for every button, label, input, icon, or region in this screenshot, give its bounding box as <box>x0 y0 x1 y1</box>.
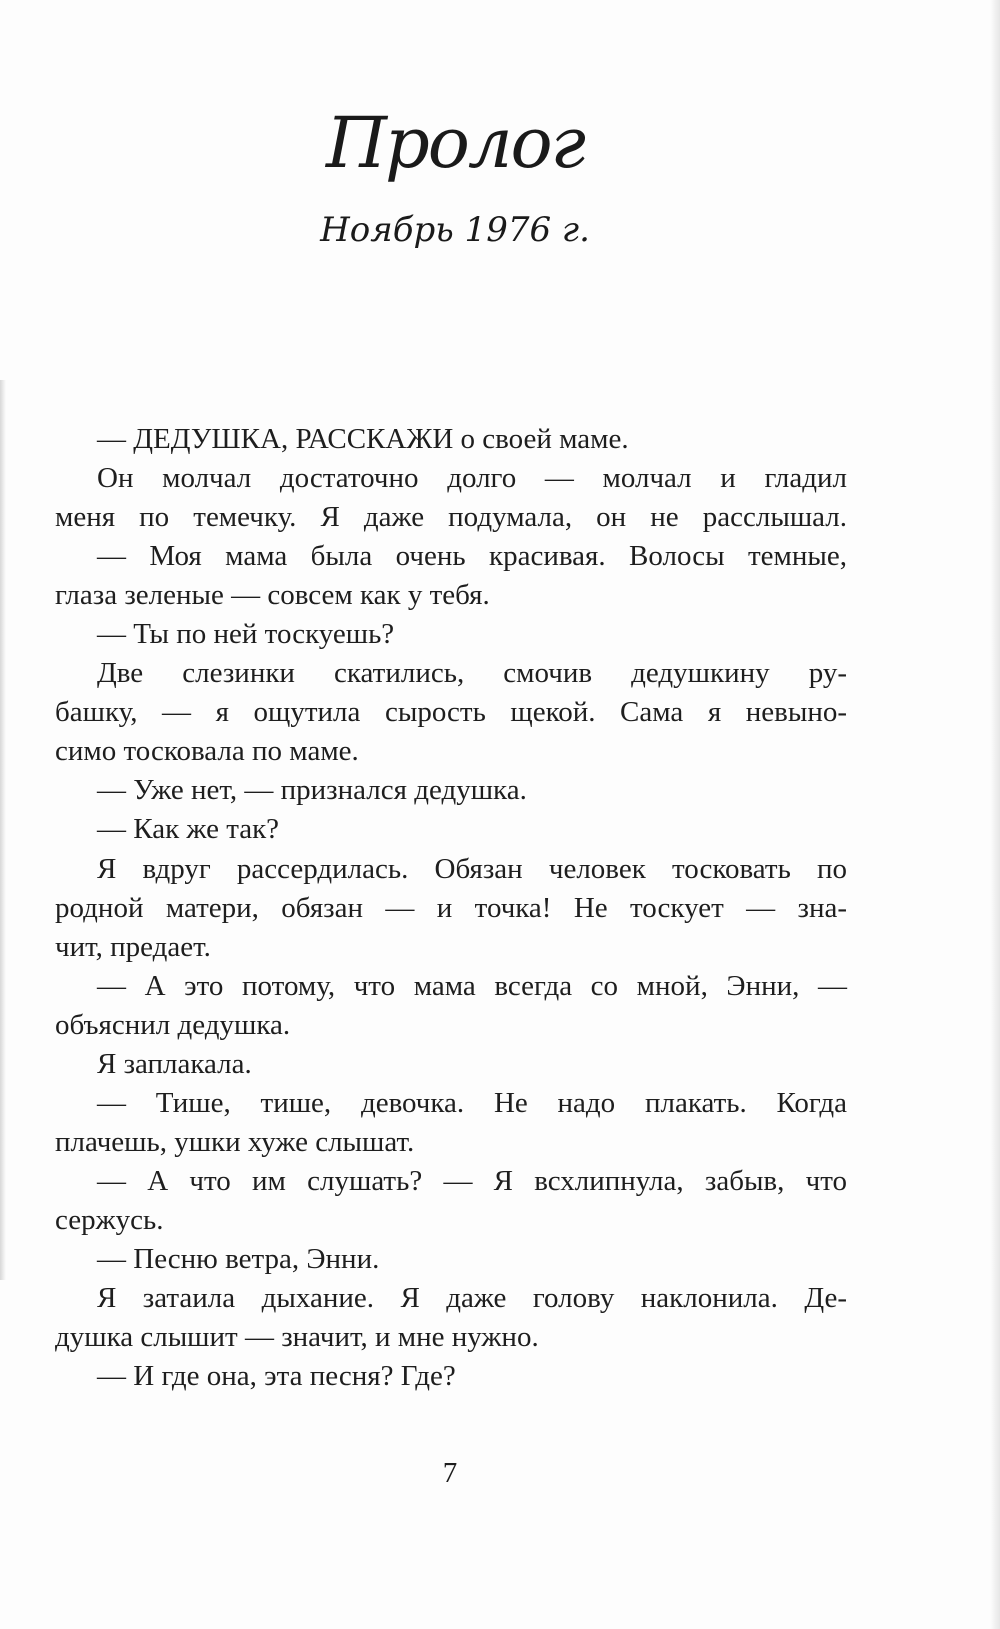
text-line: Он молчал достаточно долго — молчал и гладил <box>97 462 847 495</box>
text-line: душка слышит — значит, и мне нужно. <box>55 1321 539 1354</box>
text-line: меня по темечку. Я даже подумала, он не расслышал. <box>55 501 847 534</box>
text-line: — Тише, тише, девочка. Не надо плакать. Когда <box>97 1086 847 1119</box>
chapter-date: Ноябрь 1976 г. <box>320 210 590 250</box>
text-line: объяснил дедушка. <box>55 1008 291 1041</box>
text-line: — И где она, эта песня? Где? <box>97 1360 456 1393</box>
text-line: — А это потому, что мама всегда со мной, Энни, — <box>97 969 847 1002</box>
text-line: — ДЕДУШКА, РАССКАЖИ о своей маме. <box>97 423 629 455</box>
page-edge-shadow <box>0 380 6 1280</box>
text-line: симо тосковала по маме. <box>55 735 359 768</box>
text-line: — Уже нет, — признался дедушка. <box>97 774 527 807</box>
text-line: — Как же так? <box>97 813 280 846</box>
text-line: родной матери, обязан — и точка! Не тоскует — зна- <box>55 891 847 924</box>
text-line: плачешь, ушки хуже слышат. <box>55 1125 415 1158</box>
text-line: чит, предает. <box>55 930 211 963</box>
text-line: сержусь. <box>55 1203 164 1236</box>
text-line: — Ты по ней тоскуешь? <box>97 618 395 651</box>
body-text <box>55 420 847 1396</box>
text-line: Я затаила дыхание. Я даже голову наклонила. Де- <box>97 1282 847 1315</box>
text-line: — Моя мама была очень красивая. Волосы темные, <box>97 540 847 573</box>
text-line: Я заплакала. <box>97 1047 252 1080</box>
text-line: глаза зеленые — совсем как у тебя. <box>55 579 490 612</box>
text-line: башку, — я ощутила сырость щекой. Сама я невыно- <box>55 696 847 729</box>
page-number: 7 <box>442 1457 458 1489</box>
text-line: — Песню ветра, Энни. <box>97 1242 380 1275</box>
text-line: Две слезинки скатились, смочив дедушкину ру- <box>97 657 847 690</box>
text-line: Я вдруг рассердилась. Обязан человек тосковать по <box>97 852 847 885</box>
text-line: — А что им слушать? — Я всхлипнула, забыв, что <box>97 1164 847 1197</box>
chapter-title: Пролог <box>325 102 585 184</box>
page-edge-shadow <box>990 0 1000 1629</box>
